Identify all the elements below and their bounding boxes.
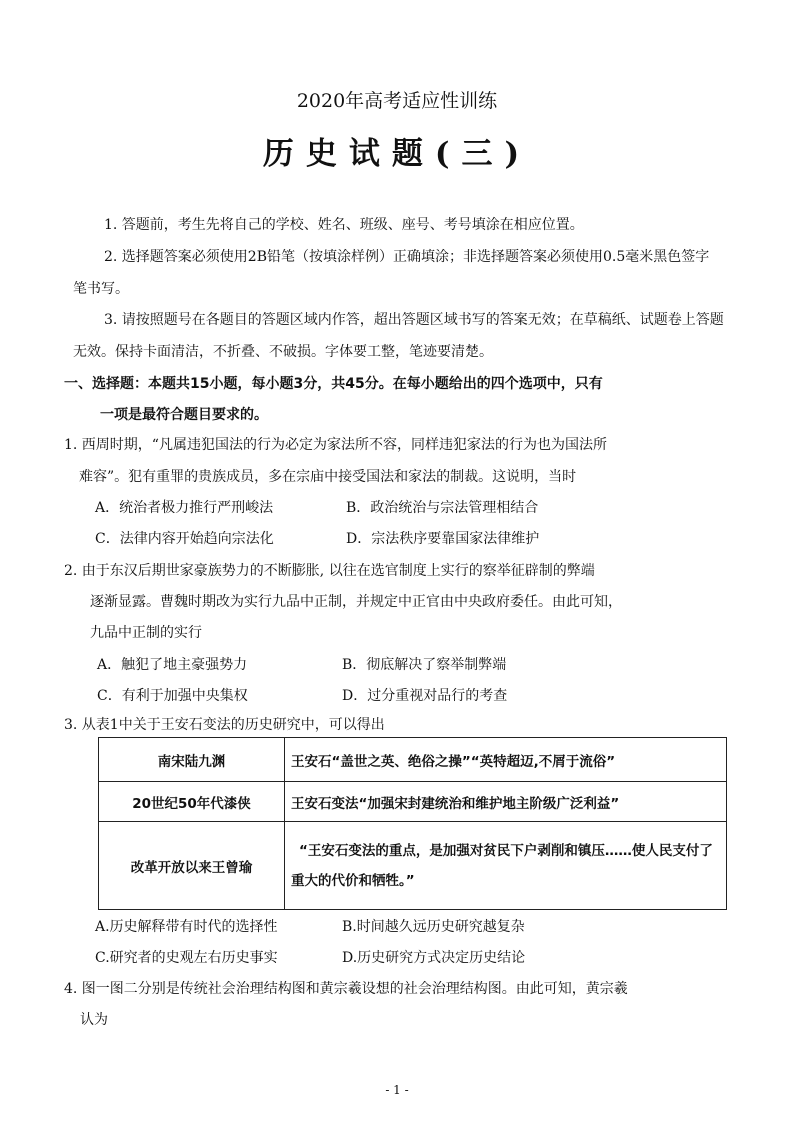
q4-stem-cont: 认为 — [80, 1012, 108, 1028]
table-row — [99, 782, 727, 822]
table-cell-source: 改革开放以来王曾瑜 — [99, 822, 285, 910]
q2-stem-cont: 逐渐显露。曹魏时期改为实行九品中正制，并规定中正官由中央政府委任。由此可知， — [90, 594, 622, 610]
page-number: - 1 - — [385, 1083, 409, 1097]
table-cell-view-line: “王安石变法的重点，是加强对贫民下户剥削和镇压……使人民支付了 — [299, 842, 713, 859]
table-cell-view — [285, 822, 727, 910]
table-cell-source: 20世纪50年代漆侠 — [99, 782, 285, 822]
table-cell-source: 南宋陆九渊 — [99, 738, 285, 782]
q2-option-c: C．有利于加强中央集权 — [97, 688, 248, 704]
q2-option-d: D．过分重视对品行的考查 — [342, 688, 508, 704]
historiography-table — [98, 737, 727, 910]
q3-option-d: D.历史研究方式决定历史结论 — [342, 950, 526, 966]
q3-option-c: C.研究者的史观左右历史事实 — [95, 950, 278, 966]
table-cell-view-line: 重大的代价和牺牲。” — [291, 872, 415, 889]
q3-option-b: B.时间越久远历史研究越复杂 — [342, 919, 525, 935]
instruction-2-cont: 笔书写。 — [73, 281, 129, 297]
q2-option-a: A．触犯了地主豪强势力 — [97, 657, 248, 673]
q1-option-d: D．宗法秩序要靠国家法律维护 — [346, 531, 540, 547]
instruction-3: 3. 请按照题号在各题目的答题区域内作答，超出答题区域书写的答案无效；在草稿纸、试题卷上答题 — [104, 312, 724, 328]
table-row — [99, 738, 727, 782]
exam-title: 历史试题(三) — [262, 136, 532, 172]
q3-option-a: A.历史解释带有时代的选择性 — [95, 919, 278, 935]
instruction-3-cont: 无效。保持卡面清洁，不折叠、不破损。字体要工整，笔迹要清楚。 — [73, 344, 493, 360]
q4-stem: 4. 图一图二分别是传统社会治理结构图和黄宗羲设想的社会治理结构图。由此可知，黄宗羲 — [64, 981, 628, 997]
q1-stem-cont: 难容”。犯有重罪的贵族成员，多在宗庙中接受国法和家法的制裁。这说明，当时 — [79, 469, 577, 485]
q2-stem-cont-2: 九品中正制的实行 — [90, 625, 202, 641]
q1-stem: 1. 西周时期，“凡属违犯国法的行为必定为家法所不容，同样违犯家法的行为也为国法所 — [64, 437, 607, 453]
q1-option-c: C．法律内容开始趋向宗法化 — [95, 531, 274, 547]
table-cell-view: 王安石变法“加强宋封建统治和维护地主阶级广泛利益” — [285, 782, 727, 822]
section-heading: 一、选择题：本题共15小题，每小题3分，共45分。在每小题给出的四个选项中，只有 — [64, 376, 603, 392]
q3-stem: 3. 从表1中关于王安石变法的历史研究中，可以得出 — [64, 717, 385, 733]
q1-option-b: B．政治统治与宗法管理相结合 — [346, 500, 539, 516]
table-cell-view: 王安石“盖世之英、绝俗之操”“英特超迈,不屑于流俗” — [285, 738, 727, 782]
q2-option-b: B．彻底解决了察举制弊端 — [342, 657, 507, 673]
section-heading-cont: 一项是最符合题目要求的。 — [100, 407, 268, 423]
table-row — [99, 822, 727, 910]
exam-subtitle: 2020年高考适应性训练 — [296, 90, 498, 112]
instruction-1: 1. 答题前，考生先将自己的学校、姓名、班级、座号、考号填涂在相应位置。 — [104, 217, 584, 233]
instruction-2: 2. 选择题答案必须使用2B铅笔（按填涂样例）正确填涂；非选择题答案必须使用0.5毫米黑色签字 — [104, 249, 710, 265]
q2-stem: 2. 由于东汉后期世家豪族势力的不断膨胀, 以往在选官制度上实行的察举征辟制的弊端 — [64, 563, 595, 579]
q1-option-a: A．统治者极力推行严刑峻法 — [95, 500, 274, 516]
